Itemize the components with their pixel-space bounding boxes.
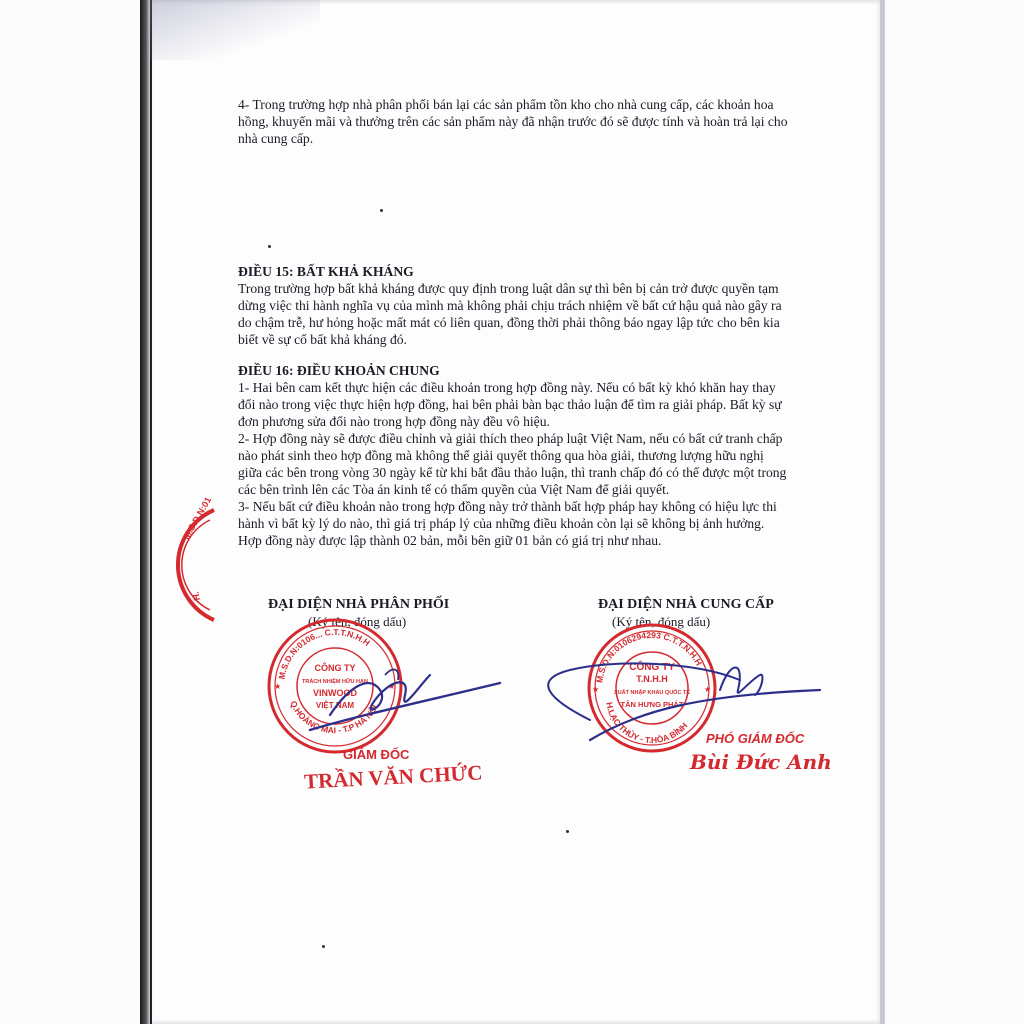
article-16-heading: ĐIỀU 16: ĐIỀU KHOẢN CHUNG	[238, 363, 440, 378]
article-16-item-1: 1- Hai bên cam kết thực hiện các điều khoản trong hợp đồng này. Nếu có bất kỳ khó khăn hay thay đổi nào trong việc thực hiện hợp đồng, hai bên phải bàn bạc thảo luận để tìm ra giải pháp. Bất kỳ sự đơn phương sửa đổi nào trong hợp đồng này đều vô hiệu.	[238, 380, 782, 429]
svg-text:TRÁCH NHIỆM HỮU HẠN: TRÁCH NHIỆM HỮU HẠN	[302, 679, 368, 685]
clause-4-text: 4- Trong trường hợp nhà phân phối bán lại các sản phẩm tồn kho cho nhà cung cấp, các khoản hoa hồng, khuyến mãi và thưởng trên các sản phẩm này đã nhận trước đó sẽ được tính và hoàn trả lại cho nhà cung cấp.	[238, 97, 788, 146]
svg-text:CÔNG TY: CÔNG TY	[314, 663, 356, 673]
svg-text:TÂN HƯNG PHÁT: TÂN HƯNG PHÁT	[620, 700, 684, 709]
article-15-body: Trong trường hợp bất khả kháng được quy định trong luật dân sự thì bên bị cản trở được quyền tạm dừng việc thi hành nghĩa vụ của mình mà không phải chịu trách nhiệm về bất cứ hậu quả nào gây ra do chậm trễ, hư hỏng hoặc mất mát có liên quan, đồng thời phải thông báo ngay lập tức cho bên kia biết về sự cố bất khả kháng đó.	[238, 281, 782, 347]
article-16	[238, 362, 788, 549]
scan-speck	[268, 245, 271, 248]
margin-stamp-partial	[150, 480, 220, 630]
distributor-heading: ĐẠI DIỆN NHÀ PHÂN PHỐI	[268, 597, 450, 612]
svg-text:XUẤT NHẬP KHẨU QUỐC TẾ: XUẤT NHẬP KHẨU QUỐC TẾ	[614, 690, 690, 696]
article-15	[238, 263, 788, 348]
svg-text:H.: H.	[190, 590, 202, 602]
svg-text:M.S.D.N:0106294293 C.T.T.N.H.H: M.S.D.N:0106294293 C.T.T.N.H.H	[594, 629, 705, 684]
svg-text:★: ★	[274, 682, 282, 691]
svg-text:H.LẠC THỦY - T.HÒA BÌNH: H.LẠC THỦY - T.HÒA BÌNH	[604, 701, 690, 746]
scan-speck	[566, 830, 569, 833]
svg-text:★: ★	[704, 685, 712, 694]
scan-speck	[322, 945, 325, 948]
distributor-handwritten-signature	[300, 645, 510, 745]
article-15-heading: ĐIỀU 15: BẤT KHẢ KHÁNG	[238, 264, 414, 279]
svg-text:M.S.D.N:01: M.S.D.N:01	[181, 495, 214, 541]
scan-speck	[380, 209, 383, 212]
clause-4	[238, 96, 788, 147]
page-right-edge	[880, 0, 884, 1024]
svg-text:M.S.D.N:0106... C.T.T.N.H.H: M.S.D.N:0106... C.T.T.N.H.H	[276, 626, 372, 680]
page-fold-shadow	[150, 0, 320, 60]
distributor-position: GIÁM ĐỐC	[343, 747, 410, 762]
svg-text:VINWOOD: VINWOOD	[313, 688, 357, 698]
svg-text:CÔNG TY: CÔNG TY	[629, 662, 675, 673]
supplier-position: PHÓ GIÁM ĐỐC	[706, 731, 805, 746]
svg-text:★: ★	[592, 685, 600, 694]
svg-text:Q.HOÀNG MAI - T.P HÀ NỘI: Q.HOÀNG MAI - T.P HÀ NỘI	[288, 699, 380, 736]
supplier-sign-note: (Ký tên, đóng dấu)	[612, 614, 711, 629]
article-16-item-2: 2- Hợp đồng này sẽ được điều chỉnh và giải thích theo pháp luật Việt Nam, nếu có bất cứ tranh chấp nào phát sinh theo hợp đồng mà không thể giải quyết thông qua hòa giải, thương lượng hữu nghị giữa các bên trong vòng 30 ngày kể từ khi bắt đầu thảo luận, thì tranh chấp đó có thể được một trong các bên trình lên các Tòa án kinh tế có thẩm quyền của Việt Nam để giải quyết.	[238, 431, 787, 497]
distributor-sign-note: (Ký tên, đóng dấu)	[308, 614, 407, 629]
supplier-heading: ĐẠI DIỆN NHÀ CUNG CẤP	[598, 597, 774, 612]
svg-text:VIỆT NAM: VIỆT NAM	[315, 701, 355, 710]
svg-text:T.N.H.H: T.N.H.H	[636, 674, 668, 684]
supplier-representative-name: Bùi Đức Anh	[690, 750, 832, 774]
page-left-edge	[140, 0, 150, 1024]
svg-text:★: ★	[388, 682, 396, 691]
distributor-representative-name: TRẦN VĂN CHỨC	[303, 760, 483, 794]
article-16-item-3: 3- Nếu bất cứ điều khoản nào trong hợp đồng này trở thành bất hợp pháp hay không có hiệu lực thi hành vì bất kỳ lý do nào, thì giá trị pháp lý của những điều khoản còn lại sẽ không bị ảnh hưởng.	[238, 499, 777, 531]
article-16-closing: Hợp đồng này được lập thành 02 bản, mỗi bên giữ 01 bản có giá trị như nhau.	[238, 533, 662, 548]
